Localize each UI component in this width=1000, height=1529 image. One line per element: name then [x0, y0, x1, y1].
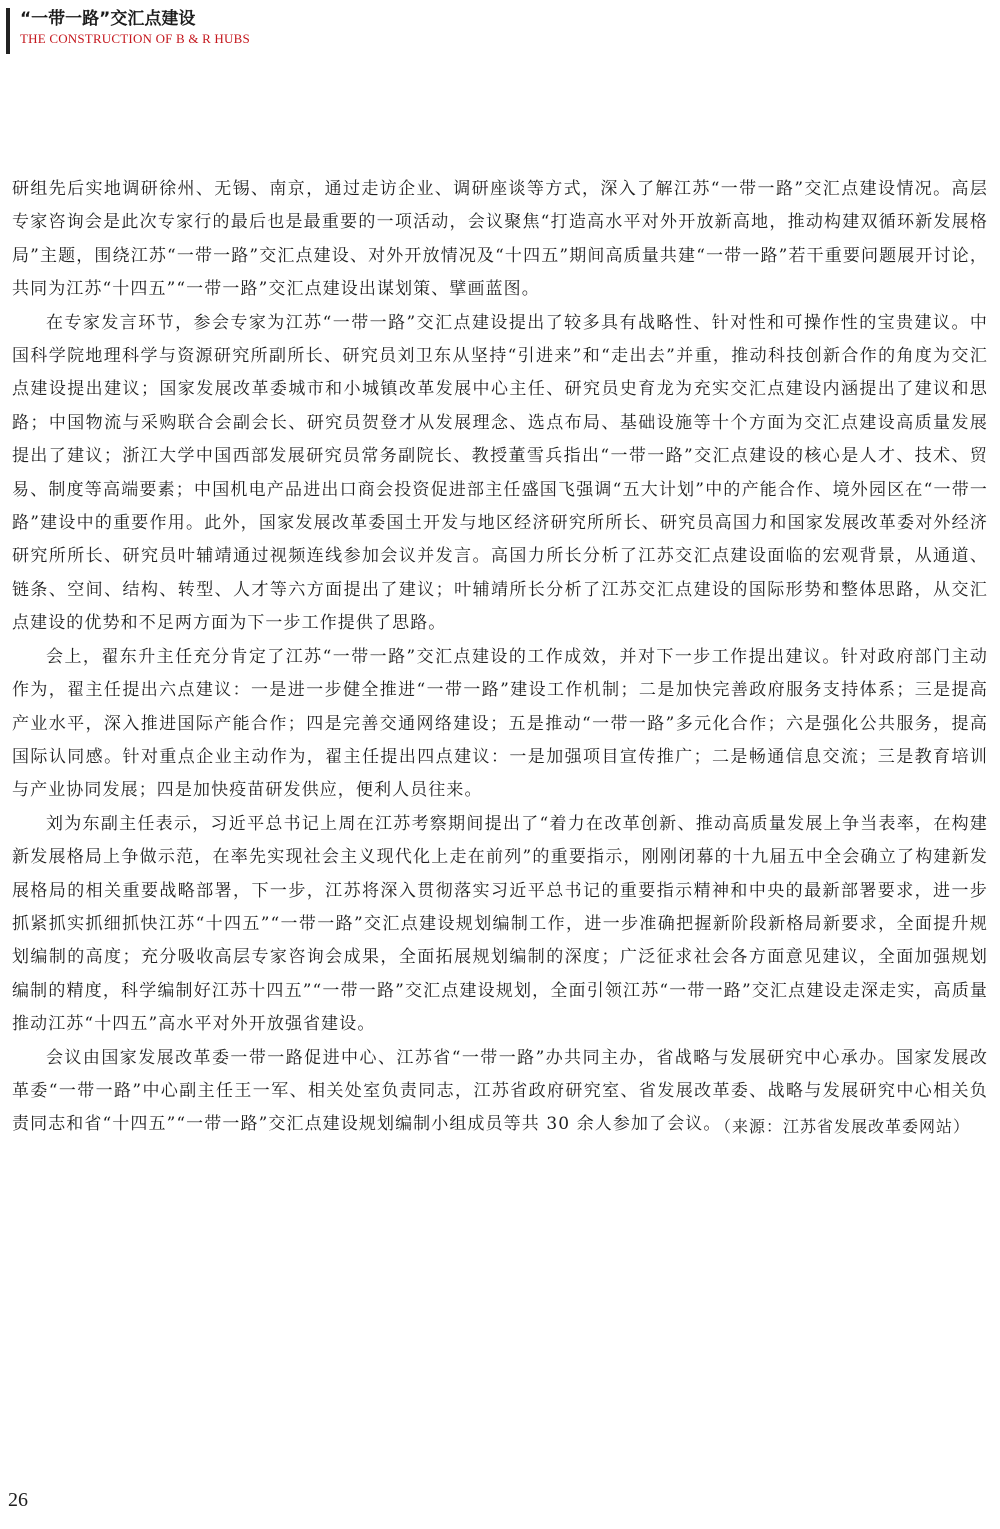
- header-subtitle: THE CONSTRUCTION OF B & R HUBS: [20, 31, 250, 46]
- article-body: [12, 173, 988, 1140]
- paragraph-5: 会议由国家发展改革委一带一路促进中心、江苏省“一带一路”办共同主办，省战略与发展研究中心承办。国家发展改革委“一带一路”中心副主任王一军、相关处室负责同志，江苏省政府研究室、省发展改革委、战略与发展研究中心相关负责同志和省“十四五”“一带一路”交汇点建设规划编制小组成员等共 30 余人参加了会议。: [12, 1047, 988, 1135]
- paragraph-2: 在专家发言环节，参会专家为江苏“一带一路”交汇点建设提出了较多具有战略性、针对性和可操作性的宝贵建议。中国科学院地理科学与资源研究所副所长、研究员刘卫东从坚持“引进来”和“走出去”并重，推动科技创新合作的角度为交汇点建设提出建议；国家发展改革委城市和小城镇改革发展中心主任、研究员史育龙为充实交汇点建设内涵提出了建议和思路；中国物流与采购联合会副会长、研究员贺登才从发展理念、选点布局、基础设施等十个方面为交汇点建设高质量发展提出了建议；浙江大学中国西部发展研究员常务副院长、教授董雪兵指出“一带一路”交汇点建设的核心是人才、技术、贸易、制度等高端要素；中国机电产品进出口商会投资促进部主任盛国飞强调“五大计划”中的产能合作、境外园区在“一带一路”建设中的重要作用。此外，国家发展改革委国土开发与地区经济研究所所长、研究员高国力和国家发展改革委对外经济研究所所长、研究员叶辅靖通过视频连线参加会议并发言。高国力所长分析了江苏交汇点建设面临的宏观背景，从通道、链条、空间、结构、转型、人才等六方面提出了建议；叶辅靖所长分析了江苏交汇点建设的国际形势和整体思路，从交汇点建设的优势和不足两方面为下一步工作提供了思路。: [12, 312, 988, 634]
- paragraph-3: 会上，翟东升主任充分肯定了江苏“一带一路”交汇点建设的工作成效，并对下一步工作提出建议。针对政府部门主动作为，翟主任提出六点建议：一是进一步健全推进“一带一路”建设工作机制；二是加快完善政府服务支持体系；三是提高产业水平，深入推进国际产能合作；四是完善交通网络建设；五是推动“一带一路”多元化合作；六是强化公共服务，提高国际认同感。针对重点企业主动作为，翟主任提出四点建议：一是加强项目宣传推广；二是畅通信息交流；三是教育培训与产业协同发展；四是加快疫苗研发供应，便利人员往来。: [12, 646, 988, 801]
- running-header: [6, 8, 250, 54]
- paragraph-4: 刘为东副主任表示，习近平总书记上周在江苏考察期间提出了“着力在改革创新、推动高质量发展上争当表率，在构建新发展格局上争做示范，在率先实现社会主义现代化上走在前列”的重要指示，刚刚闭幕的十九届五中全会确立了构建新发展格局的相关重要战略部署，下一步，江苏将深入贯彻落实习近平总书记的重要指示精神和中央的最新部署要求，进一步抓紧抓实抓细抓快江苏“十四五”“一带一路”交汇点建设规划编制工作，进一步准确把握新阶段新格局新要求，全面提升规划编制的高度；充分吸收高层专家咨询会成果，全面拓展规划编制的深度；广泛征求社会各方面意见建议，全面加强规划编制的精度，科学编制好江苏十四五”“一带一路”交汇点建设规划，全面引领江苏“一带一路”交汇点建设走深走实，高质量推动江苏“十四五”高水平对外开放强省建设。: [12, 813, 988, 1035]
- page-number: 26: [8, 1489, 28, 1511]
- header-title: “一带一路”交汇点建设: [20, 9, 196, 29]
- paragraph-1: 研组先后实地调研徐州、无锡、南京，通过走访企业、调研座谈等方式，深入了解江苏“一带一路”交汇点建设情况。高层专家咨询会是此次专家行的最后也是最重要的一项活动，会议聚焦“打造高水平对外开放新高地，推动构建双循环新发展格局”主题，围绕江苏“一带一路”交汇点建设、对外开放情况及“十四五”期间高质量共建“一带一路”若干重要问题展开讨论，共同为江苏“十四五”“一带一路”交汇点建设出谋划策、擘画蓝图。: [12, 179, 988, 300]
- source-note: （来源：江苏省发展改革委网站）: [714, 1116, 970, 1136]
